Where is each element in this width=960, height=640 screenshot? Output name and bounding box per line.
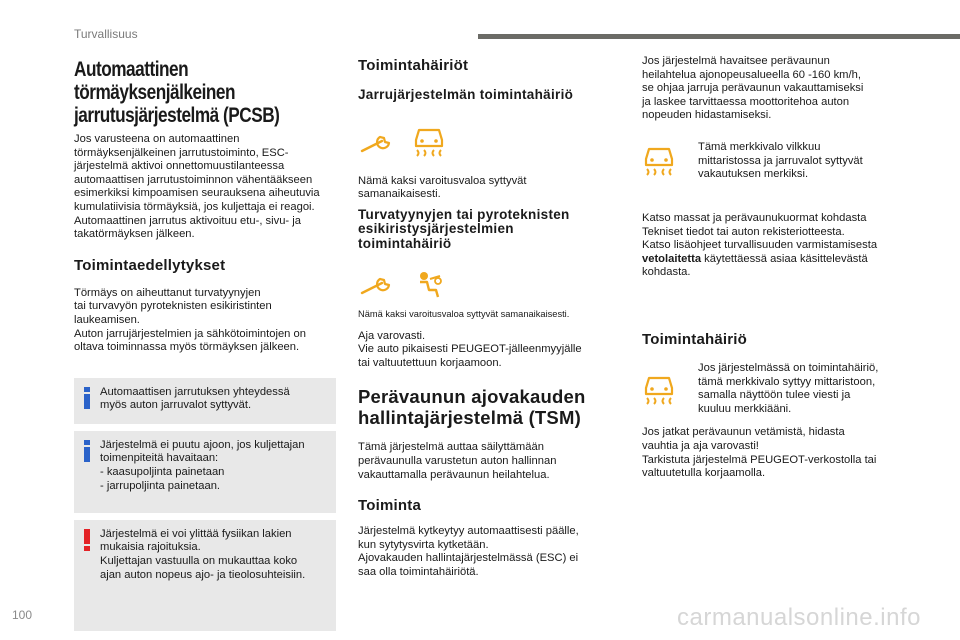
text-line: vakautuksen merkiksi.: [698, 168, 809, 181]
text-line: ja laskee tarvittaessa moottoritehoa auton: [642, 95, 850, 108]
airbag-fault-heading: [358, 208, 616, 252]
heading-line: Turvatyynyjen tai pyroteknisten: [358, 206, 570, 222]
info-icon: [84, 440, 90, 462]
airbag-fault-text: [358, 330, 616, 371]
text-line: mittaristossa ja jarruvalot syttyvät: [698, 154, 863, 167]
text-line: - jarrupoljinta painetaan.: [100, 479, 221, 492]
text-line: oltava toiminnassa myös törmäyksen jälkeen.: [74, 341, 300, 354]
text-line: vauhtia ja aja varovasti!: [642, 439, 759, 452]
text-line: Nämä kaksi varoitusvaloa syttyvät: [358, 174, 527, 187]
text-line: Tarkistuta järjestelmä PEUGEOT-verkostolla tai: [642, 453, 877, 466]
column-middle: [358, 55, 616, 580]
text-line: myös auton jarruvalot syttyvät.: [100, 399, 252, 412]
text-line: Automaattisen jarrutuksen yhteydessä: [100, 385, 290, 398]
esc-skid-car-icon: [642, 374, 676, 408]
text-line: automaattisen jarrutustoiminnon vähentääkseen: [74, 173, 313, 186]
text-line: samanaikaisesti.: [358, 188, 441, 201]
main-title-line2: jarrutusjärjestelmä (PCSB): [74, 104, 280, 127]
text-line: tai turvavyön pyroteknisten esikiristinten: [74, 300, 272, 313]
text-line: Jos jatkat perävaunun vetämistä, hidasta: [642, 426, 845, 439]
text-line: ajan auton nopeus ajo- ja tieolosuhteisiin.: [100, 568, 306, 581]
text-line: Tämä merkkivalo vilkkuu: [698, 140, 821, 153]
brake-fault-heading: Jarrujärjestelmän toimintahäiriö: [358, 87, 574, 102]
text-line: saa olla toimintahäiriötä.: [358, 565, 479, 578]
text-line: valtuutetulla korjaamolla.: [642, 467, 766, 480]
text-line: mukaisia rajoituksia.: [100, 541, 201, 554]
watermark-link[interactable]: carmanualsonline.info: [677, 604, 921, 631]
brake-fault-text: [358, 175, 616, 202]
text-line: Katso lisäohjeet turvallisuuden varmistamisesta: [642, 239, 878, 252]
esc-skid-car-icon: [412, 126, 446, 160]
text-line: törmäyksenjälkeinen jarrutustoiminto, ESC-: [74, 146, 289, 159]
text-line: kuuluu merkkiääni.: [698, 402, 792, 415]
operation-heading: Toiminta: [358, 497, 421, 515]
main-title-line1: Automaattinen törmäyksenjälkeinen: [74, 58, 236, 104]
text-line: Katso massat ja perävaunukuormat kohdasta: [642, 211, 867, 224]
heading-line: hallintajärjestelmä (TSM): [358, 407, 581, 429]
text-line: Kuljettajan vastuulla on mukauttaa koko: [100, 554, 298, 567]
text-line: tämä merkkivalo syttyy mittaristoon,: [698, 375, 876, 388]
brake-fault-icons: [358, 121, 616, 165]
text-span: käytettäessä asiaa käsittelevästä: [701, 252, 868, 265]
faults-heading: Toimintahäiriöt: [358, 57, 469, 74]
text-line: kohdasta.: [642, 266, 691, 279]
mass-reference-text: [642, 212, 914, 280]
info-note-driver-action: [74, 431, 336, 513]
text-line: kumulatiivisia törmäyksiä, jos kuljettaja ei reagoi.: [74, 200, 315, 213]
text-line: järjestelmä aktivoi onnettomuustilanteessa: [74, 160, 285, 173]
text-line: Jos järjestelmä havaitsee perävaunun: [642, 55, 830, 67]
text-line: Järjestelmä ei puutu ajoon, jos kuljettajan: [100, 438, 305, 451]
text-line: Vie auto pikaisesti PEUGEOT-jälleenmyyjälle: [358, 343, 582, 356]
section-header: Turvallisuus: [74, 27, 138, 41]
tsm-text: [358, 441, 616, 482]
wrench-service-icon: [358, 271, 400, 299]
column-left: [74, 55, 336, 631]
wrench-service-icon: [358, 129, 400, 157]
text-line: Auton jarrujärjestelmien ja sähkötoimintojen on: [74, 327, 306, 340]
text-line: [642, 253, 914, 267]
pcsb-intro: [74, 133, 336, 242]
text-line: Automaattinen jarrutus aktivoituu etu-, sivu- ja: [74, 214, 301, 227]
tsm-heading: [358, 386, 616, 428]
text-line: samalla näyttöön tulee viesti ja: [698, 389, 851, 402]
heading-line: esikiristysjärjestelmien: [358, 221, 514, 237]
text-line: heilahtelua ajonopeusalueella 60 -160 km/h,: [642, 68, 861, 81]
airbag-seatbelt-icon: [412, 270, 444, 300]
page-number: 100: [12, 608, 33, 622]
column-right: [642, 55, 914, 481]
conditions-heading: Toimintaedellytykset: [74, 256, 226, 274]
text-line: Järjestelmä kytkeytyy automaattisesti päälle,: [358, 525, 579, 538]
bold-term: vetolaitetta: [642, 252, 702, 265]
fault-heading: Toimintahäiriö: [642, 330, 748, 348]
airbag-fault-note: Nämä kaksi varoitusvaloa syttyvät samanaikaisesti.: [358, 308, 570, 319]
text-line: toimenpiteitä havaitaan:: [100, 452, 219, 465]
tsm-intro: [642, 55, 914, 123]
text-line: perävaunulla varustetun auton hallinnan: [358, 454, 557, 467]
header-bar: [478, 34, 960, 39]
text-line: nopeuden hidastamiseksi.: [642, 109, 772, 122]
text-line: esimerkiksi kimpoamisen seurauksena aiheutuvia: [74, 187, 320, 200]
fault-indicator-block: [642, 362, 914, 416]
text-line: Ajovakauden hallintajärjestelmässä (ESC) ei: [358, 552, 579, 565]
text-line: Jos varusteena on automaattinen: [74, 133, 240, 145]
text-line: se ohjaa jarruja perävaunun vakauttamiseksi: [642, 82, 864, 95]
operation-text: [358, 525, 616, 579]
text-line: Tekniset tiedot tai auton rekisteriotteesta.: [642, 225, 845, 238]
conditions-text: [74, 287, 336, 355]
text-line: vakauttamalla perävaunun heilahtelua.: [358, 468, 550, 481]
text-line: takatörmäyksen jälkeen.: [74, 228, 195, 241]
text-line: Tämä järjestelmä auttaa säilyttämään: [358, 441, 544, 454]
fault-text: [642, 426, 914, 480]
info-icon: [84, 387, 90, 409]
info-note-brake-lights: [74, 378, 336, 424]
airbag-fault-icons: [358, 270, 616, 300]
heading-line: toimintahäiriö: [358, 235, 452, 251]
text-line: - kaasupoljinta painetaan: [100, 465, 225, 478]
text-line: Törmäys on aiheuttanut turvatyynyjen: [74, 286, 261, 299]
blink-indicator-block: [642, 141, 914, 184]
main-title: [74, 58, 336, 127]
esc-skid-car-icon: [642, 145, 676, 179]
text-line: Aja varovasti.: [358, 329, 426, 342]
text-line: Jos järjestelmässä on toimintahäiriö,: [698, 361, 879, 374]
text-line: Järjestelmä ei voi ylittää fysiikan lakien: [100, 527, 292, 540]
warning-exclamation-icon: [84, 529, 90, 551]
text-line: kun sytytysvirta kytketään.: [358, 538, 489, 551]
text-line: laukeamisen.: [74, 313, 140, 326]
text-line: tai valtuutettuun korjaamoon.: [358, 356, 502, 369]
heading-line: Perävaunun ajovakauden: [358, 386, 586, 408]
warning-note-physics: [74, 520, 336, 631]
